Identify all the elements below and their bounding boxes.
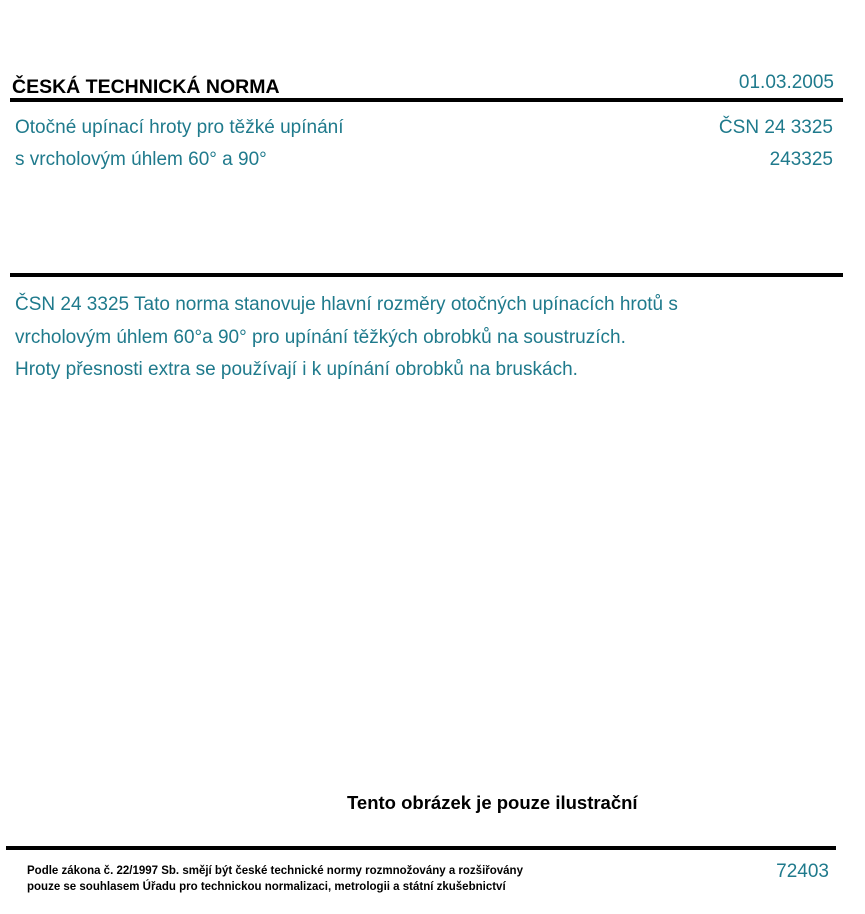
catalog-number: 72403	[776, 861, 829, 882]
standard-code: ČSN 24 3325	[718, 117, 833, 138]
standard-title-line-1: Otočné upínací hroty pro těžké upínání	[15, 117, 344, 138]
publication-date: 01.03.2005	[738, 72, 834, 93]
document-brand: ČESKÁ TECHNICKÁ NORMA	[12, 76, 280, 98]
abstract-line-2: vrcholovým úhlem 60°a 90° pro upínání těžkých obrobků na soustruzích.	[15, 326, 626, 348]
abstract-line-3: Hroty přesnosti extra se používají i k upínání obrobků na bruskách.	[15, 359, 578, 380]
legal-notice-line-1: Podle zákona č. 22/1997 Sb. smějí být české technické normy rozmnožovány a rozšiřovány	[27, 865, 523, 877]
legal-notice-line-2: pouze se souhlasem Úřadu pro technickou normalizaci, metrologii a státní zkušebnictví	[27, 881, 506, 893]
section-divider	[10, 273, 843, 277]
abstract-line-1: ČSN 24 3325 Tato norma stanovuje hlavní rozměry otočných upínacích hrotů s	[15, 294, 678, 315]
header-divider	[10, 98, 843, 102]
illustration-note: Tento obrázek je pouze ilustrační	[347, 792, 638, 813]
legal-notice	[27, 863, 523, 895]
standard-title-line-2: s vrcholovým úhlem 60° a 90°	[15, 149, 267, 170]
abstract	[15, 289, 815, 387]
footer-divider	[6, 846, 836, 850]
standard-number: 243325	[769, 149, 833, 170]
